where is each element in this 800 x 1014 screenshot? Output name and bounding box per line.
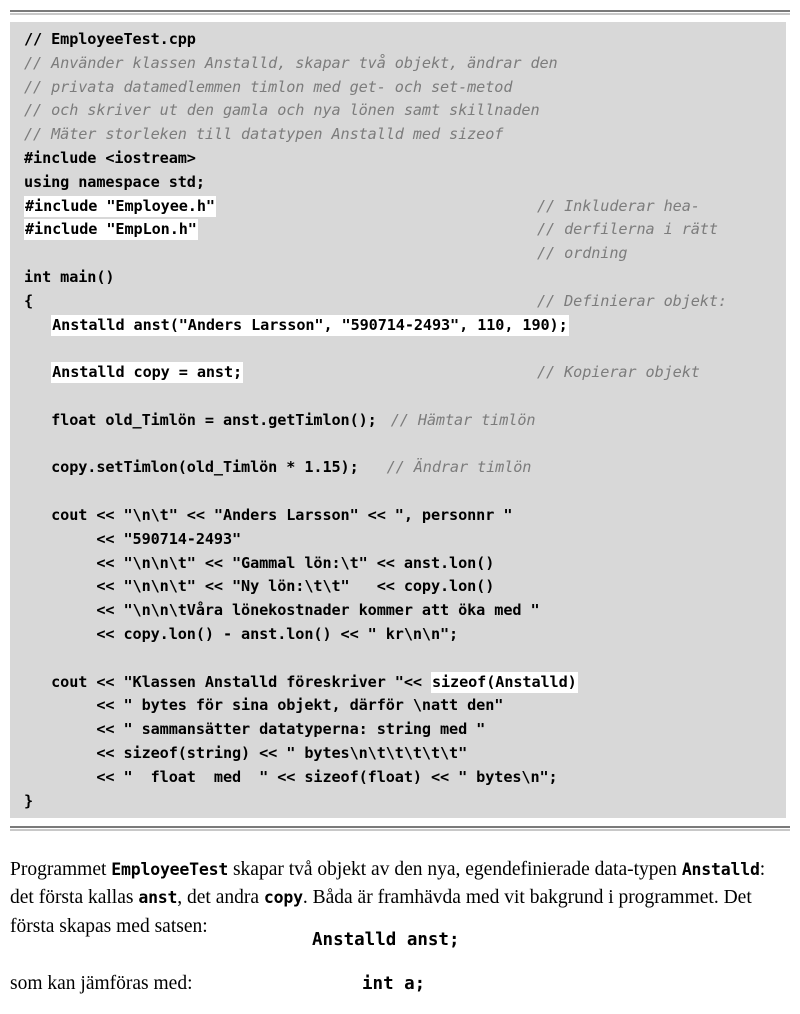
code-line <box>10 28 786 52</box>
code-line-text: << " sammansätter datatyperna: string med " <box>24 720 486 739</box>
code-line <box>10 123 786 147</box>
top-horizontal-rule <box>10 10 790 15</box>
code-line-text-highlighted: Anstalld anst("Anders Larsson", "590714-2493", 110, 190); <box>52 315 568 334</box>
code-line <box>10 242 786 266</box>
code-line-text: int main() <box>24 267 115 286</box>
inline-comment: // Definierar objekt: <box>537 291 727 310</box>
code-line-text: using namespace std; <box>24 172 205 191</box>
code-line <box>10 575 786 599</box>
code-line-text: // Använder klassen Anstalld, skapar två objekt, ändrar den <box>24 53 558 72</box>
inline-code-term: anst <box>138 888 178 907</box>
paragraph-text-run: skapar två objekt av den nya, egendefinierade data-typen <box>228 858 682 880</box>
code-line <box>10 99 786 123</box>
code-line <box>10 195 786 219</box>
inline-comment: // Kopierar objekt <box>537 363 700 382</box>
code-line-text: copy.setTimlon(old_Timlön * 1.15); <box>24 458 359 477</box>
code-line <box>10 599 786 623</box>
code-line <box>10 766 786 790</box>
explanation-paragraph <box>10 856 792 942</box>
code-line <box>10 266 786 290</box>
code-line <box>10 742 786 766</box>
code-line-text: << copy.lon() - anst.lon() << " kr\n\n"; <box>24 624 459 643</box>
paragraph-text-run: Programmet <box>10 858 112 880</box>
source-code-block <box>10 22 786 818</box>
code-line-text: cout << "Klassen Anstalld föreskriver "<< <box>24 672 431 691</box>
inline-comment: // Hämtar timlön <box>390 410 536 429</box>
inline-code-term: Anstalld <box>681 859 760 879</box>
inline-comment: // Inkluderar hea- <box>537 196 700 215</box>
sample-statement-int-a: int a; <box>362 974 426 994</box>
code-line <box>10 456 786 480</box>
inline-code-term: EmployeeTest <box>111 859 229 879</box>
inline-code-term: copy <box>263 888 303 907</box>
paragraph-text-run: . Båda är framhävda med vit bakgrund i programmet. Det första skapas med satsen: <box>10 887 752 937</box>
code-line-text: // privata datamedlemmen timlon med get- och set-metod <box>24 77 513 96</box>
inline-comment: // Ändrar timlön <box>386 458 532 477</box>
code-line <box>10 623 786 647</box>
code-line <box>10 718 786 742</box>
code-line <box>10 647 786 671</box>
code-line-text: { <box>24 291 34 310</box>
code-line-text-highlighted: #include "Employee.h" <box>25 196 215 215</box>
sample-statement-anstalld: Anstalld anst; <box>312 930 460 950</box>
code-line <box>10 76 786 100</box>
code-line <box>10 552 786 576</box>
code-line <box>10 290 786 314</box>
code-line-text-highlighted: Anstalld copy = anst; <box>52 363 243 382</box>
code-line-text: << "590714-2493" <box>24 529 242 548</box>
code-line-text-highlighted: #include "EmpLon.h" <box>25 220 197 239</box>
code-line <box>10 52 786 76</box>
code-line-text: << sizeof(string) << " bytes\n\t\t\t\t\t" <box>24 743 468 762</box>
code-line-text: #include <iostream> <box>24 148 196 167</box>
paragraph-text-run: : det första kallas <box>10 858 766 908</box>
code-line <box>10 218 786 242</box>
code-line <box>10 433 786 457</box>
paragraph-text-run: , det andra <box>177 887 264 908</box>
code-line <box>10 528 786 552</box>
code-line <box>10 337 786 361</box>
code-line-text: // och skriver ut den gamla och nya lönen samt skillnaden <box>24 101 540 120</box>
code-line-text: } <box>24 791 34 810</box>
code-line <box>10 147 786 171</box>
code-line <box>10 504 786 528</box>
code-indent <box>24 316 51 334</box>
code-line-text: << "\n\n\t" << "Ny lön:\t\t" << copy.lon() <box>24 577 495 596</box>
code-line <box>10 480 786 504</box>
code-line <box>10 314 786 338</box>
bottom-horizontal-rule <box>10 826 790 831</box>
code-line <box>10 361 786 385</box>
code-line <box>10 409 786 433</box>
code-line-text: cout << "\n\t" << "Anders Larsson" << ", personnr " <box>24 505 513 524</box>
code-line <box>10 694 786 718</box>
code-line <box>10 385 786 409</box>
code-line <box>10 171 786 195</box>
code-line-text: // EmployeeTest.cpp <box>24 30 196 48</box>
code-indent <box>24 363 51 381</box>
code-line-text: << " bytes för sina objekt, därför \natt den" <box>24 696 504 715</box>
inline-comment: // ordning <box>537 244 628 263</box>
code-line-text: << "\n\n\t" << "Gammal lön:\t" << anst.lon() <box>24 553 495 572</box>
code-line-text: // Mäter storleken till datatypen Anstalld med sizeof <box>24 125 504 144</box>
code-line <box>10 671 786 695</box>
code-line <box>10 790 786 814</box>
code-line-text-highlighted: sizeof(Anstalld) <box>431 672 577 691</box>
code-line-text: << " float med " << sizeof(float) << " bytes\n"; <box>24 767 558 786</box>
inline-comment: // derfilerna i rätt <box>537 220 718 239</box>
code-line-text: float old_Timlön = anst.getTimlon(); <box>24 410 377 429</box>
compare-label: som kan jämföras med: <box>10 973 193 994</box>
code-line-text: << "\n\n\tVåra lönekostnader kommer att öka med " <box>24 601 540 620</box>
